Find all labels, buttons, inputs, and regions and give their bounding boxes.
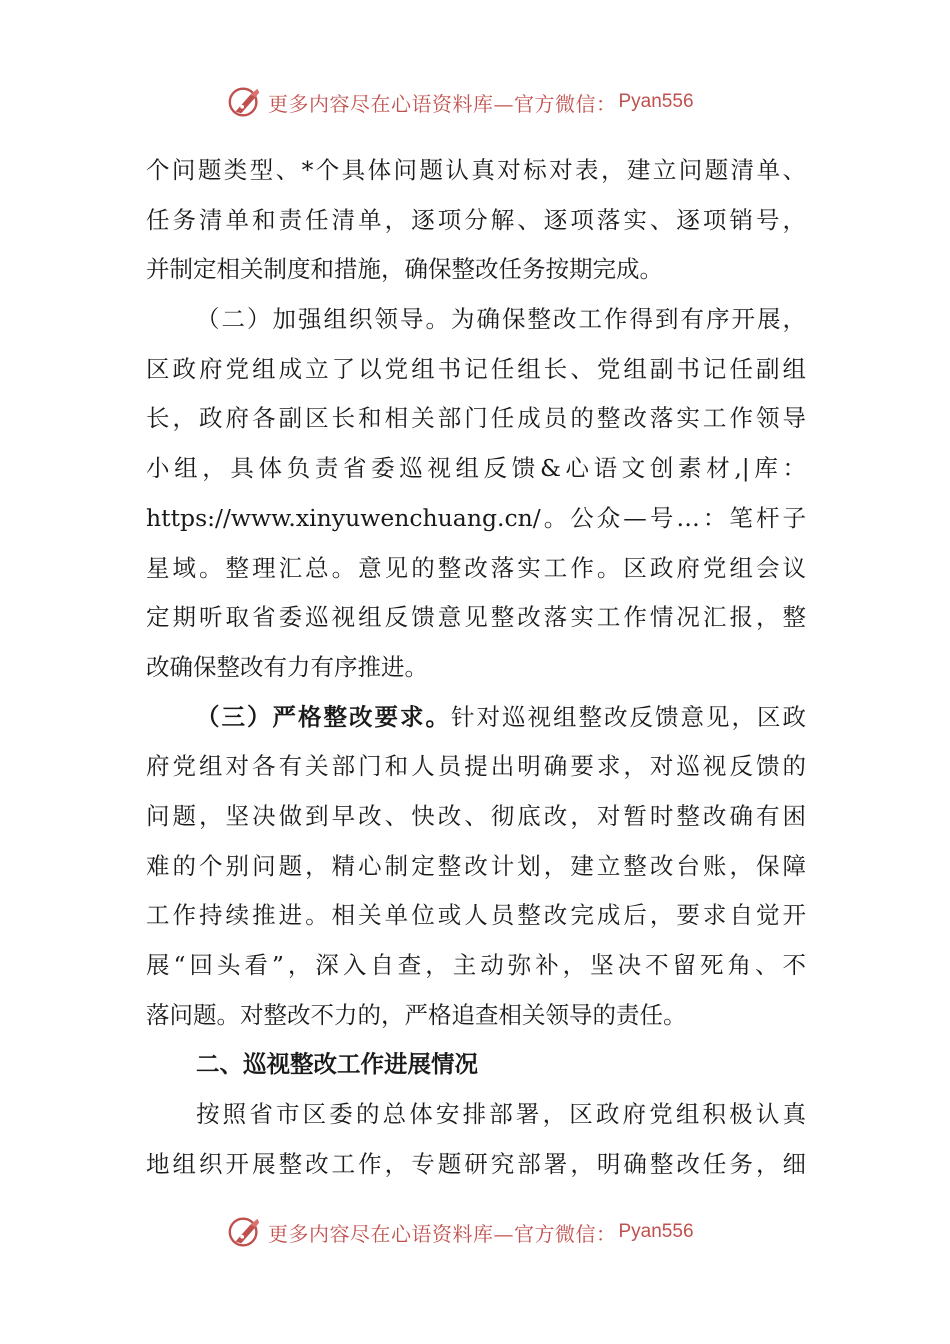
watermark-wechat-id: Pyan556: [618, 91, 694, 112]
paragraph-line-with-lead: [146, 693, 806, 743]
bold-lead-text: （三）严格整改要求。: [196, 702, 451, 731]
watermark-footer: [226, 1212, 826, 1252]
watermark-main-text: 更多内容尽在心语资料库: [268, 91, 494, 116]
paragraph-line: 改确保整改有力有序推进。: [146, 652, 428, 681]
watermark-main-text: 更多内容尽在心语资料库: [268, 1221, 494, 1246]
paragraph-line: 长，政府各副区长和相关部门任成员的整改落实工作领导: [146, 404, 806, 433]
watermark-wechat-id: Pyan556: [618, 1221, 694, 1242]
paragraph-line: 问题，坚决做到早改、快改、彻底改，对暂时整改确有困: [146, 801, 806, 830]
watermark-header: [226, 82, 826, 122]
pen-nib-circle-icon: [226, 1213, 264, 1251]
paragraph-line: 难的个别问题，精心制定整改计划，建立整改台账，保障: [146, 851, 806, 880]
paragraph-line: 府党组对各有关部门和人员提出明确要求，对巡视反馈的: [146, 752, 806, 781]
paragraph-line: 工作持续推进。相关单位或人员整改完成后，要求自觉开: [146, 901, 806, 930]
section-heading: 二、巡视整改工作进展情况: [196, 1050, 478, 1079]
paragraph-line: 落问题。对整改不力的，严格追查相关领导的责任。: [146, 1000, 687, 1029]
paragraph-line: 定期听取省委巡视组反馈意见整改落实工作情况汇报，整: [146, 603, 806, 632]
paragraph-line: https://www.xinyuwenchuang.cn/。公众—号…：笔杆子: [146, 503, 806, 532]
paragraph-line: 任务清单和责任清单，逐项分解、逐项落实、逐项销号，: [146, 205, 806, 234]
paragraph-line: 区政府党组成立了以党组书记任组长、党组副书记任副组: [146, 354, 806, 383]
paragraph-line: 个问题类型、*个具体问题认真对标对表，建立问题清单、: [146, 156, 806, 184]
paragraph-line: 展“回头看”，深入自查，主动弥补，坚决不留死角、不: [146, 951, 806, 979]
paragraph-line-rest: 针对巡视组整改反馈意见，区政: [451, 702, 806, 731]
paragraph-line: 并制定相关制度和措施，确保整改任务按期完成。: [146, 255, 663, 284]
document-body: [146, 146, 806, 1189]
paragraph-line: （二）加强组织领导。为确保整改工作得到有序开展，: [196, 305, 806, 334]
watermark-sep-text: —官方微信：: [493, 91, 617, 116]
pen-nib-circle-icon: [226, 83, 264, 121]
paragraph-line: 星域。整理汇总。意见的整改落实工作。区政府党组会议: [146, 553, 806, 582]
paragraph-line: 地组织开展整改工作，专题研究部署，明确整改任务，细: [146, 1149, 806, 1178]
paragraph-line: 小组，具体负责省委巡视组反馈&心语文创素材,|库：: [146, 454, 806, 483]
watermark-sep-text: —官方微信：: [493, 1221, 617, 1246]
paragraph-line: 按照省市区委的总体安排部署，区政府党组积极认真: [196, 1100, 806, 1129]
